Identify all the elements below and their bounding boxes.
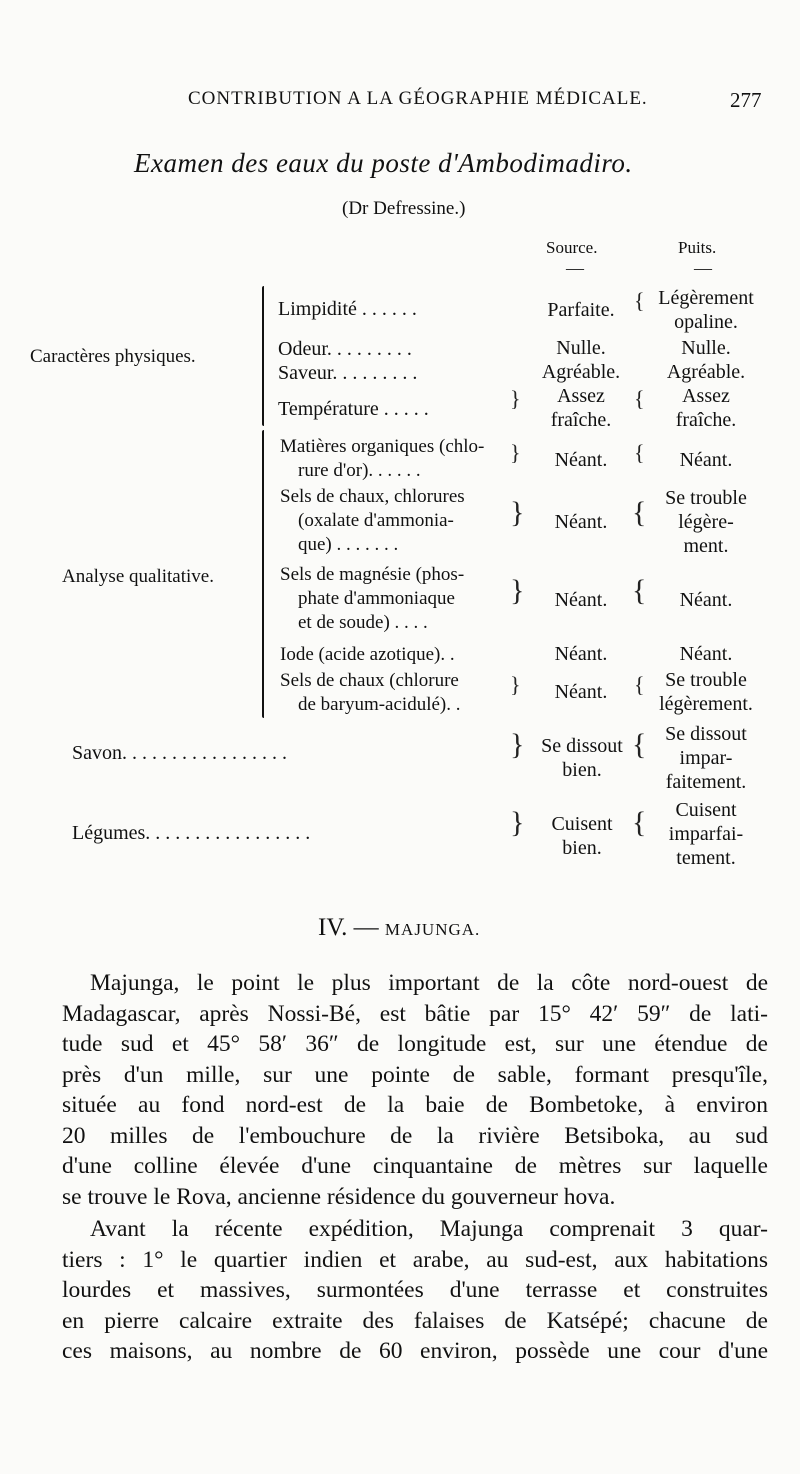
row-label-sels-chaux-1: Sels de chaux, chlorures	[280, 486, 465, 507]
text-line: située au fond nord-est de la baie de Bombetoke, à environ	[62, 1092, 768, 1118]
puits-value-odeur: Nulle.	[681, 337, 731, 359]
body-paragraph-2	[62, 1214, 768, 1367]
puits-value-saveur: Agréable.	[666, 361, 746, 383]
brace: {	[632, 496, 647, 529]
puits-value-sels-chaux-baryum-2: légèrement.	[659, 693, 753, 715]
section-heading	[318, 914, 480, 942]
row-label-temperature: Température . . . . .	[278, 398, 429, 420]
brace: }	[510, 672, 521, 697]
group-label-physical: Caractères physiques.	[30, 346, 196, 367]
brace: }	[510, 728, 525, 761]
source-value-iode: Néant.	[554, 643, 608, 665]
source-value-savon-1: Se dissout	[541, 735, 623, 757]
source-value-legumes-1: Cuisent	[551, 813, 613, 835]
row-label-matieres-organiques-2: rure d'or). . . . . .	[298, 460, 421, 481]
text-line: lourdes et massives, surmontées d'une terrasse et construites	[62, 1277, 768, 1303]
row-label-sels-chaux-3: que) . . . . . . .	[298, 534, 399, 555]
page-number: 277	[730, 88, 762, 112]
text-line: en pierre calcaire extraite des falaises de Katsépé; chacune de	[62, 1307, 768, 1334]
row-label-matieres-organiques-1: Matières organiques (chlo-	[280, 436, 485, 457]
group-bracket-analysis	[262, 430, 264, 718]
puits-value-savon-2: impar-	[679, 747, 733, 769]
brace: {	[634, 440, 645, 465]
puits-value-limpidite-1: Légèrement	[658, 287, 754, 309]
source-value-temperature-2: fraîche.	[550, 409, 612, 431]
column-header-puits: Puits.	[678, 238, 717, 257]
brace: }	[510, 440, 521, 465]
puits-value-sels-chaux-2: légère-	[678, 511, 734, 533]
row-label-odeur: Odeur. . . . . . . . .	[278, 338, 412, 360]
source-value-odeur: Nulle.	[556, 337, 606, 359]
puits-value-sels-chaux-1: Se trouble	[665, 487, 747, 509]
brace: {	[634, 288, 645, 313]
row-label-sels-chaux-baryum-1: Sels de chaux (chlorure	[280, 670, 459, 691]
brace: {	[632, 806, 647, 839]
column-dash-source: —	[566, 258, 584, 278]
text-line: Madagascar, après Nossi-Bé, est bâtie par 15° 42′ 59″ de lati-	[62, 1000, 768, 1027]
puits-value-sels-chaux-3: ment.	[683, 535, 729, 557]
text-line: 20 milles de l'embouchure de la rivière Betsiboka, au sud	[62, 1122, 768, 1149]
group-label-analysis: Analyse qualitative.	[62, 566, 214, 587]
brace: }	[510, 386, 521, 411]
puits-value-temperature-2: fraîche.	[675, 409, 737, 431]
row-label-sels-magnesie-1: Sels de magnésie (phos-	[280, 564, 465, 585]
row-label-saveur: Saveur. . . . . . . . .	[278, 362, 418, 384]
puits-value-temperature-1: Assez	[682, 385, 730, 407]
source-value-sels-chaux: Néant.	[554, 511, 608, 533]
row-label-sels-chaux-baryum-2: de baryum-acidulé). .	[298, 694, 461, 715]
brace: }	[510, 496, 525, 529]
row-label-sels-magnesie-2: phate d'ammoniaque	[298, 588, 455, 609]
section-number: IV. —	[318, 914, 379, 941]
group-bracket-physical	[262, 286, 264, 426]
puits-value-limpidite-2: opaline.	[674, 311, 738, 333]
source-value-matieres-organiques: Néant.	[554, 449, 608, 471]
row-label-savon: Savon. . . . . . . . . . . . . . . . .	[72, 742, 287, 764]
brace: }	[510, 574, 525, 607]
source-value-sels-magnesie: Néant.	[554, 589, 608, 611]
puits-value-savon-3: faitement.	[665, 771, 747, 793]
puits-value-legumes-1: Cuisent	[675, 799, 737, 821]
puits-value-sels-magnesie: Néant.	[679, 589, 733, 611]
source-value-saveur: Agréable.	[541, 361, 621, 383]
brace: {	[632, 574, 647, 607]
puits-value-savon-1: Se dissout	[665, 723, 747, 745]
source-value-savon-2: bien.	[562, 759, 602, 781]
body-paragraph-1	[62, 968, 768, 1212]
puits-value-legumes-3: tement.	[676, 847, 736, 869]
text-line: près d'un mille, sur une pointe de sable, formant presqu'île,	[62, 1061, 768, 1088]
text-line: ces maisons, au nombre de 60 environ, possède une cour d'une	[62, 1338, 768, 1364]
table-title: Examen des eaux du poste d'Ambodimadiro.	[134, 148, 633, 178]
text-line: tiers : 1° le quartier indien et arabe, au sud-est, aux habitations	[62, 1246, 768, 1273]
row-label-legumes: Légumes. . . . . . . . . . . . . . . . .	[72, 822, 311, 844]
puits-value-iode: Néant.	[679, 643, 733, 665]
text-line: Majunga, le point le plus important de la côte nord-ouest de	[90, 970, 768, 996]
brace: }	[510, 806, 525, 839]
brace: {	[632, 728, 647, 761]
column-header-source: Source.	[546, 238, 598, 257]
puits-value-sels-chaux-baryum-1: Se trouble	[665, 669, 747, 691]
row-label-sels-chaux-2: (oxalate d'ammonia-	[298, 510, 454, 531]
brace: {	[634, 672, 645, 697]
text-line: Avant la récente expédition, Majunga comprenait 3 quar-	[90, 1216, 768, 1242]
source-value-sels-chaux-baryum: Néant.	[554, 681, 608, 703]
column-dash-puits: —	[694, 258, 712, 278]
text-line: se trouve le Rova, ancienne résidence du gouverneur hova.	[62, 1183, 616, 1210]
brace: {	[634, 386, 645, 411]
text-line: tude sud et 45° 58′ 36″ de longitude est, sur une étendue de	[62, 1031, 768, 1057]
row-label-iode: Iode (acide azotique). .	[280, 644, 455, 665]
puits-value-legumes-2: imparfai-	[668, 823, 744, 845]
row-label-limpidite: Limpidité . . . . . .	[278, 298, 417, 320]
text-line: d'une colline élevée d'une cinquantaine de mètres sur laquelle	[62, 1153, 768, 1179]
source-value-limpidite: Parfaite.	[547, 299, 615, 321]
source-value-legumes-2: bien.	[562, 837, 602, 859]
puits-value-matieres-organiques: Néant.	[679, 449, 733, 471]
table-subtitle: (Dr Defressine.)	[342, 198, 466, 219]
running-header: CONTRIBUTION A LA GÉOGRAPHIE MÉDICALE.	[188, 88, 648, 109]
section-name: MAJUNGA.	[384, 920, 481, 939]
source-value-temperature-1: Assez	[557, 385, 605, 407]
row-label-sels-magnesie-3: et de soude) . . . .	[298, 612, 428, 633]
